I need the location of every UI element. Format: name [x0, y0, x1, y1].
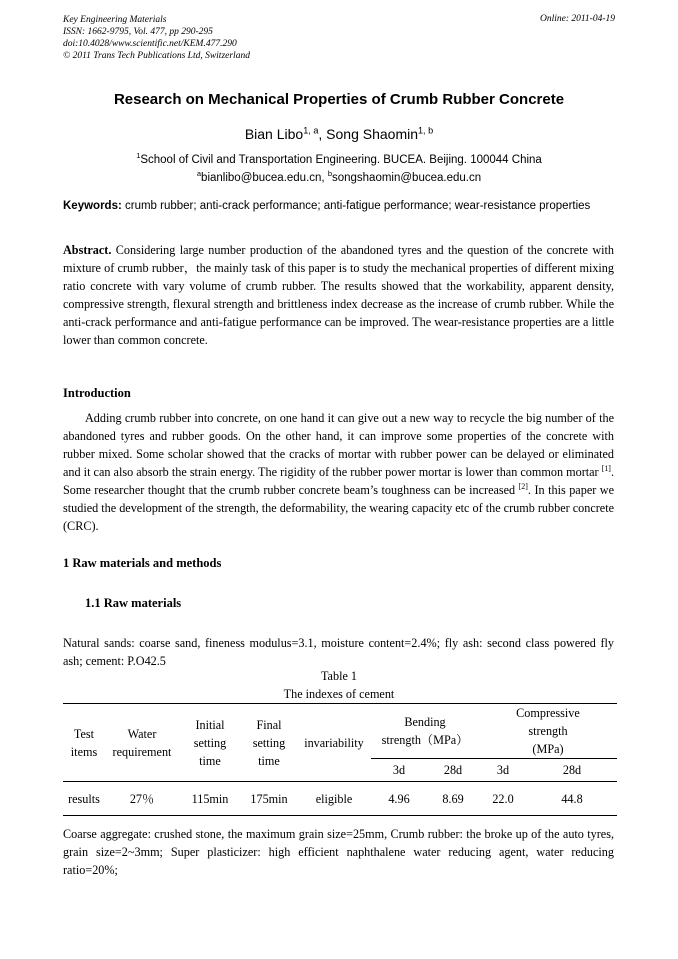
header-text: Bending	[404, 715, 446, 729]
abstract-block	[63, 241, 614, 349]
abstract-label: Abstract.	[63, 243, 112, 257]
online-date: Online: 2011-04-19	[539, 14, 615, 24]
header-text: time	[258, 753, 280, 768]
cell-bending-28d: 8.69	[427, 782, 479, 816]
email-line	[0, 169, 678, 184]
journal-header	[63, 14, 250, 62]
cell-water: 27％	[105, 782, 179, 816]
header-text: time	[199, 753, 221, 768]
header-compressive-strength	[479, 704, 617, 759]
subheader-28d: 28d	[562, 763, 582, 777]
citation-ref[interactable]: [2]	[518, 481, 528, 491]
cell-initial: 115min	[179, 782, 241, 816]
cell-item: results	[63, 782, 105, 816]
header-initial-setting	[179, 704, 241, 782]
header-text: Test	[73, 726, 95, 741]
email-superscript: b	[327, 169, 332, 179]
author-superscript: 1, b	[418, 125, 434, 136]
copyright-line: © 2011 Trans Tech Publications Ltd, Switzerland	[63, 51, 250, 61]
header-text: strength（MPa）	[381, 733, 469, 747]
citation-ref[interactable]: [1]	[601, 463, 611, 473]
header-text: strength	[528, 724, 568, 738]
header-water-requirement	[105, 704, 179, 782]
header-text: Water	[127, 726, 157, 741]
coarse-aggregate-paragraph: Coarse aggregate: crushed stone, the maximum grain size=25mm, Crumb rubber: the broke up of the auto tyres, grain size=2~3mm; Super plasticizer: high efficient naphthalene water reducing agent, water reducing ratio=20%;	[63, 827, 614, 877]
author-name: Song Shaomin	[326, 126, 418, 142]
cell-invariability: eligible	[297, 782, 371, 816]
header-text: setting	[252, 735, 286, 750]
raw-materials-paragraph: Natural sands: coarse sand, fineness modulus=3.1, moisture content=2.4%; fly ash: second class powered fly ash; cement: P.O42.5	[63, 636, 614, 668]
table-row	[63, 782, 617, 816]
header-test-items	[63, 704, 105, 782]
issn-line: ISSN: 1662-9795, Vol. 477, pp 290-295	[63, 27, 213, 37]
subheader-3d: 3d	[496, 763, 510, 777]
author-line	[0, 126, 678, 142]
intro-text: . Some researcher thought that the crumb rubber concrete beam’s toughness can be increased	[63, 465, 614, 497]
paper-title: Research on Mechanical Properties of Crumb Rubber Concrete	[113, 91, 565, 108]
author-name: Bian Libo	[244, 126, 304, 142]
table-label: Table 1	[320, 669, 358, 683]
header-text: Compressive	[516, 706, 580, 720]
header-text: Initial	[195, 717, 225, 732]
email-link[interactable]: bianlibo@bucea.edu.cn,	[201, 172, 328, 184]
cell-compressive-28d: 44.8	[527, 782, 617, 816]
header-text: Final	[256, 717, 282, 732]
affiliation-text: School of Civil and Transportation Engineering. BUCEA. Beijing. 100044 China	[140, 154, 542, 166]
header-invariability: invariability	[297, 704, 371, 782]
subsection-heading: 1.1 Raw materials	[85, 596, 182, 610]
keywords-label: Keywords:	[63, 200, 122, 212]
email-superscript: a	[196, 169, 202, 179]
cell-bending-3d: 4.96	[371, 782, 427, 816]
email-link[interactable]: songshaomin@bucea.edu.cn	[331, 172, 482, 184]
keywords-block	[63, 193, 614, 219]
header-text: requirement	[112, 744, 172, 759]
table-caption: The indexes of cement	[283, 687, 395, 701]
keywords-text: crumb rubber; anti-crack performance; anti-fatigue performance; wear-resistance properties	[121, 200, 591, 212]
affiliation-superscript: 1	[136, 151, 141, 161]
subheader-3d: 3d	[392, 763, 406, 777]
abstract-text: Considering large number production of the abandoned tyres and the question of the concrete with mixture of crumb rubber，the mainly task of this paper is to study the mechanical properties of different mixing ratio concrete with vary volume of crumb rubber. The results showed that the workability, apparent density, compressive strength, flexural strength and brittleness index decrease as the increase of crumb rubber. While the anti-crack performance and anti-fatigue performance can be improved. The wear-resistance properties are a little lower than common concrete.	[63, 243, 614, 347]
author-separator: ,	[318, 126, 327, 142]
intro-paragraph	[63, 409, 614, 535]
header-bending-strength	[371, 704, 479, 759]
subheader-28d: 28d	[443, 763, 463, 777]
journal-name: Key Engineering Materials	[63, 15, 167, 25]
header-text: setting	[193, 735, 227, 750]
section-heading: 1 Raw materials and methods	[63, 556, 222, 570]
intro-text: Adding crumb rubber into concrete, on one hand it can give out a new way to recycle the big number of the abandoned tyres and rubber goods. On the other hand, it can improve some properties of the concrete with rubber mixed. Some scholar showed that the cracks of mortar with rubber power can be delayed or eliminated and it can also absorb the strain energy. The rigidity of the rubber power mortar is lower than common mortar	[63, 411, 614, 479]
header-text: (MPa)	[532, 742, 564, 756]
intro-text: . In this paper we studied the development of the strength, the deformability, the wearing capacity etc of the crumb rubber concrete (CRC).	[63, 483, 614, 533]
author-superscript: 1, a	[303, 125, 319, 136]
intro-heading: Introduction	[63, 386, 131, 400]
header-text: items	[70, 744, 98, 759]
cement-index-table	[63, 703, 617, 816]
cell-compressive-3d: 22.0	[479, 782, 527, 816]
header-final-setting	[241, 704, 297, 782]
affiliation-line	[0, 151, 678, 166]
doi-line: doi:10.4028/www.scientific.net/KEM.477.290	[63, 39, 237, 49]
cell-final: 175min	[241, 782, 297, 816]
